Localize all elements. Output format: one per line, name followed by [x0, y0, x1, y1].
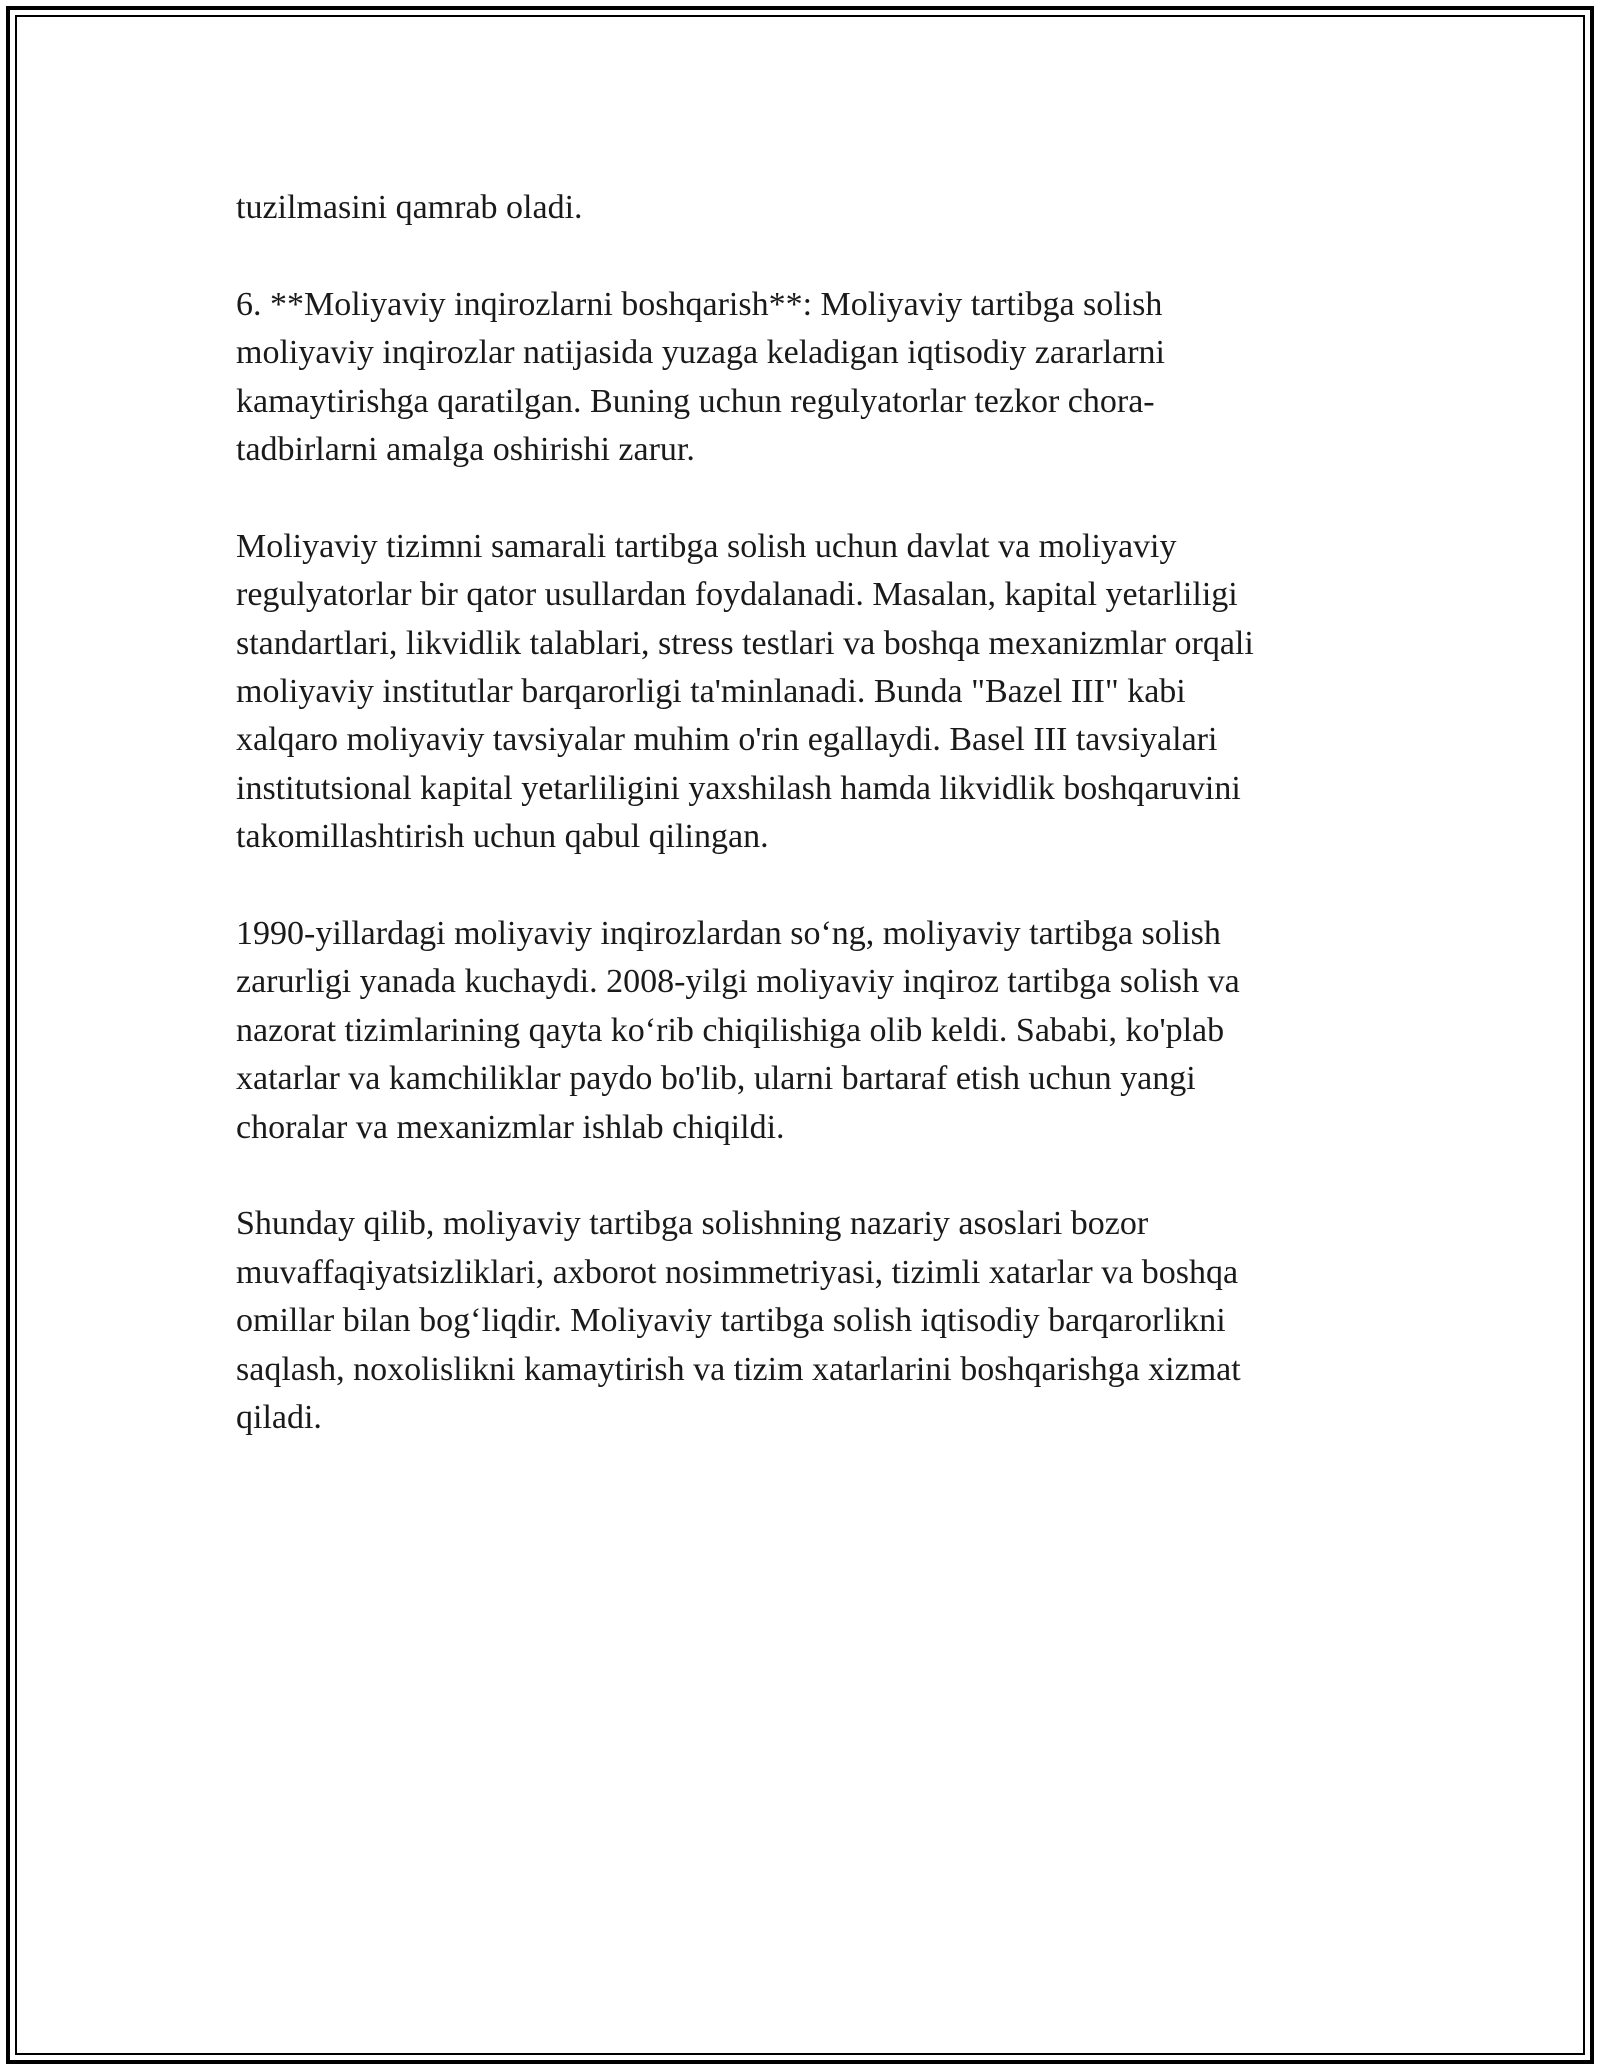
paragraph-crisis-management: 6. **Moliyaviy inqirozlarni boshqarish**: Moliyaviy tartibga solish moliyaviy inqirozlar natijasida yuzaga keladigan iqtisodiy zararlarni kamaytirishga qaratilgan. Buning uchun regulyatorlar tezkor chora- tadbirlarni amalga oshirishi zarur. [236, 285, 1166, 469]
document-body [236, 184, 1356, 1491]
paragraph-conclusion: Shunday qilib, moliyaviy tartibga solishning nazariy asoslari bozor muvaffaqiyatsizliklari, axborot nosimmetriyasi, tizimli xatarlar va boshqa omillar bilan bog‘liqdir. Moliyaviy tartibga solish iqtisodiy barqarorlikni saqlash, noxolislikni kamaytirish va tizim xatarlarini boshqarishga xizmat qiladi. [236, 1205, 1241, 1437]
paragraph-financial-crises: 1990-yillardagi moliyaviy inqirozlardan so‘ng, moliyaviy tartibga solish zarurligi yanada kuchaydi. 2008-yilgi moliyaviy inqiroz tartibga solish va nazorat tizimlarining qayta ko‘rib chiqilishiga olib keldi. Sababi, ko'plab xatarlar va kamchiliklar paydo bo'lib, ularni bartaraf etish uchun yangi choralar va mexanizmlar ishlab chiqildi. [236, 915, 1240, 1146]
paragraph-regulation-methods: Moliyaviy tizimni samarali tartibga solish uchun davlat va moliyaviy regulyatorlar bir qator usullardan foydalanadi. Masalan, kapital yetarliligi standartlari, likvidlik talablari, stress testlari va boshqa mexanizmlar orqali moliyaviy institutlar barqarorligi ta'minlanadi. Bunda "Bazel III" kabi xalqaro moliyaviy tavsiyalar muhim o'rin egallaydi. Basel III tavsiyalari institutsional kapital yetarliligini yaxshilash hamda likvidlik boshqaruvini takomillashtirish uchun qabul qilingan. [236, 527, 1254, 856]
paragraph-continuation: tuzilmasini qamrab oladi. [236, 189, 583, 226]
